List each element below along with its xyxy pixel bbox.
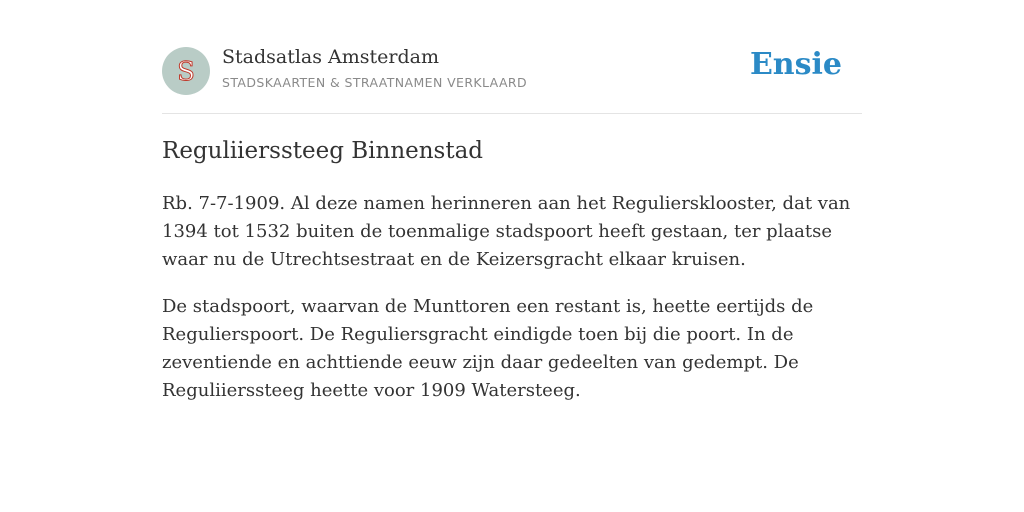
site-title[interactable]: Stadsatlas Amsterdam: [222, 46, 440, 68]
entry-content: [162, 190, 862, 424]
brand-logo-link[interactable]: Ensie: [749, 47, 842, 82]
site-tagline: STADSKAARTEN & STRAATNAMEN VERKLAARD: [222, 75, 528, 90]
avatar[interactable]: [162, 47, 210, 95]
entry-paragraph: De stadspoort, waarvan de Munttoren een restant is, heette eertijds de Regulierspoort. De Reguliersgracht eindigde toen bij die poort. In de zeventiende en achttiende eeuw zijn daar gedeelten van gedempt. De Reguliierssteeg heette voor 1909 Watersteeg.: [162, 296, 814, 401]
page: [162, 0, 862, 401]
avatar-letter: S: [177, 57, 195, 87]
entry-paragraph: Rb. 7-7-1909. Al deze namen herinneren aan het Reguliersklooster, dat van 1394 tot 1532 buiten de toenmalige stadspoort heeft gestaan, ter plaatse waar nu de Utrechtsestraat en de Keizersgracht elkaar kruisen.: [162, 193, 851, 270]
site-header: [162, 0, 862, 114]
entry-title: Reguliierssteeg Binnenstad: [162, 138, 484, 164]
